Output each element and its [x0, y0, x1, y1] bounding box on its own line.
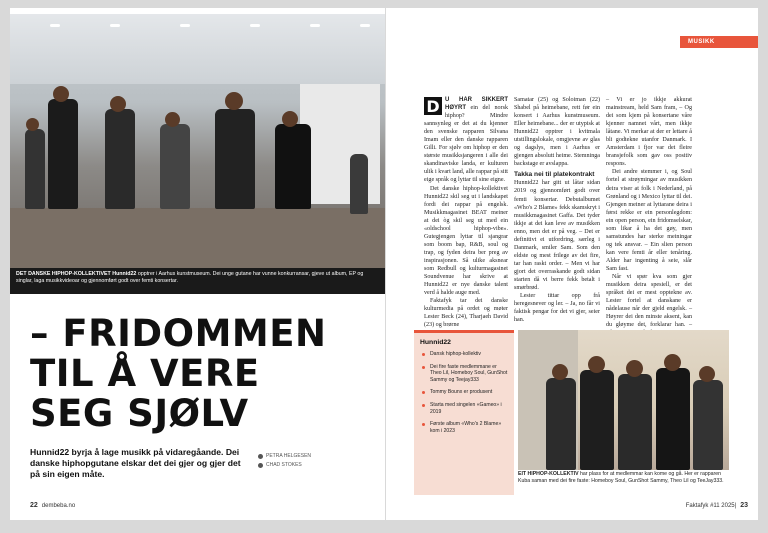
headline-line-2: TIL Å VERE — [30, 352, 260, 395]
article-column-1: D U HAR SIKKERT HØYRT ein del norsk hiphop? Mindre sannsynleg er det at du kjenner den svenske rapparen Silvana Imam eller den danske rapparen Gilli. For sjølv om hiphop er den største musikksjangeren i alle dei skandinaviske landa, er kulturen ulik i kvart land, alle rappar på sitt eige språk og lyttar til sine eigne. Det danske hiphop-kollektivet Hunnid22 skil seg ut i landskapet fordi dei rappar på engelsk. Musikkmagasinet BEAT meiner at dei òg skil seg ut med ein «oldschool hiphop-vibe». Gutegjengen lyttar til sjangrar som boom bap, R&B, soul og trap, og fyden deira ber preg av inspirasjonen. Så ulike aksnear som Redbull og kulturmagasinet Soundvenue har skrive at Hunnid22 er nye danske talent verd å halde auge med. Faktafyk tar dei danske kulturmedia på ordet og møter Lester Beck (24), Tharjaeh David (23) og brørne — [424, 97, 508, 329]
lede: Hunnid22 byrja å lage musikk på vidaregåande. Dei danske hiphopgutane elskar det dei gjer og gjer det på sin eigen måte. — [30, 447, 241, 479]
factbox: Hunnid22 Dansk hiphop-kollektiv Dei fire faste medlemmane er Theo Lil, Homeboy Soul, GunShot Sammy og Teejay333 Tommy Bounx er produsent Starta med singelen «Gameo» i 2019 Første album «Who's 2 Blame» kom i 2023 — [414, 330, 514, 495]
article-column-3: – Vi er jo ikkje akkurat mainstream, held Sam fram, – Og dei som kjem på konsertane våre kjenner namnet vårt, men ikkje låtane. Vi merkar at der er lettare å bli godtekne utanfor Danmark. I Amsterdam i fjor var det fleire bransjefolk som gav oss positiv respons. Dei andre stemmer i, og Soul fortel at strøymingar av musikken deira viser at folk i Nederland, på Grønland og i Mexico lyttar til dei. Gjengen meiner at lyttarane deira i først rekke er ein personlegdom: ein open person, ein fridomselskar, som likar å ha det gøy, men samstundes har sterke meiningar og tek ansvar. – Ein slien person kan vere femti år eller tenåring. Alder har ingenting å seie, slår Sam fast. Når vi spør kva som gjer musikken deira spesiell, er det språket dei er mest opptekne av. Lester fortel at danskane er nådelause når der gjeld engelsk. – Høyrer dei den minste aksent, kan du gløyme det, forklarar han. – — [606, 97, 692, 329]
fact-item: Første album «Who's 2 Blame» kom i 2023 — [430, 421, 508, 434]
concert-photo — [10, 14, 385, 268]
camera-icon — [258, 463, 263, 468]
pen-icon — [258, 454, 263, 459]
fact-item: Dei fire faste medlemmane er Theo Lil, Homeboy Soul, GunShot Sammy og Teejay333 — [430, 363, 508, 383]
dropcap: D — [424, 97, 442, 115]
footer-left: 22 dembeba.no — [30, 502, 76, 509]
section-tag: MUSIKK — [680, 36, 758, 48]
left-page — [10, 8, 385, 520]
credits: PETRA HELGESEN CHAD STOKES — [258, 452, 311, 470]
page-title — [30, 314, 380, 434]
subheading: Takka nei til platekontrakt — [514, 171, 595, 179]
fact-item: Starta med singelen «Gameo» i 2019 — [430, 402, 508, 415]
fact-item: Tommy Bounx er produsent — [430, 389, 508, 396]
footer-right: Faktafyk #11 2025| 23 — [685, 502, 748, 509]
right-page — [386, 8, 758, 520]
group-photo-caption: EIT HIPHOP-KOLLEKTIV har plass for at medlemmar kan kome og gå. Her er rapparen Kuba saman med dei fire faste: Homeboy Soul, GunShot Sammy, Theo Lil og TeeJay333. — [518, 471, 724, 484]
fact-item: Dansk hiphop-kollektiv — [430, 351, 508, 358]
article-column-2: Samatar (25) og Soloiman (22) Shabel på heimebane, rett før ein konsert i Aarhus kunstmuseum. Eller heimebane... der er utypisk at Hunnid22 opptrer i kvitmala utstillingslokale, omgjevne av glas og dagslys, men i Aarhus er gjengen absolutt heime. Stemninga backstage er avslappa. Takka nei til platekontrakt Hunnid22 har gitt ut låtar sidan 2019 og gjennomført godt over femti konsertar. Debutalbumet «Who's 2 Blame» fekk skamskryt i musikkmagasinet Gaffa. Det tyder ikkje at dei kan leve av musikken enno, men det er på veg. – Det er definitivt ei utfordring, særleg i Danmark, smiler Sam. Som den eldste og mest frilege av dei fire, tar han raskt order. – Men vi har gjort det overraskande godt sidan starten då vi berre fekk betalt i smørbrød. Lester tittar opp frå heregesnever og ler. – Ja, no får vi faktisk pengar for det vi gjer, seier han. — [514, 97, 600, 324]
headline-line-1: – FRIDOMMEN — [30, 312, 327, 355]
group-photo — [518, 330, 729, 470]
headline-line-3: SEG SJØLV — [30, 392, 249, 435]
photo-caption: DET DANSKE HIPHOP-KOLLEKTIVET Hunnid22 opptrer i Aarhus kunstmuseum. Dei unge gutane har vunne konkurransar, gjeve ut album, EP og singlar, laga musikkvideoar og gjennomført godt over femti konsertar. — [10, 268, 385, 294]
